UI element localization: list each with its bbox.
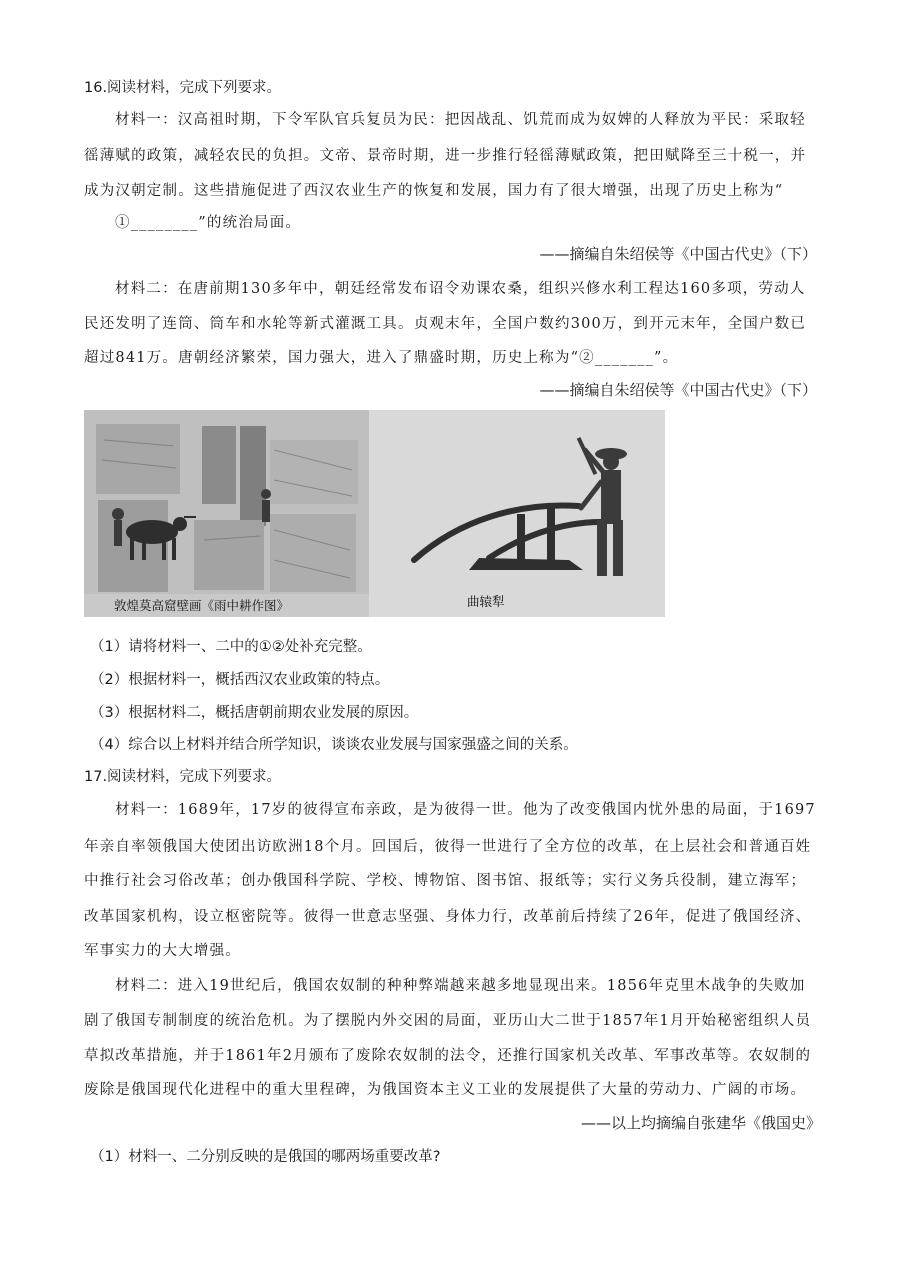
q16-material2-line: 民还发明了连筒、筒车和水轮等新式灌溉工具。贞观末年，全国户数约300万，到开元末年，全国户数已 bbox=[84, 316, 807, 332]
q16-question: （4）综合以上材料并结合所学知识，谈谈农业发展与国家强盛之间的关系。 bbox=[90, 737, 578, 753]
agriculture-figure bbox=[84, 410, 665, 617]
q16-material1-line: 徭薄赋的政策，减轻农民的负担。文帝、景帝时期，进一步推行轻徭薄赋政策，把田赋降至三十税一，并 bbox=[84, 148, 807, 164]
q17-material2-line: 废除是俄国现代化进程中的重大里程碑，为俄国资本主义工业的发展提供了大量的劳动力、广阔的市场。 bbox=[84, 1082, 807, 1098]
mural-image bbox=[84, 410, 369, 617]
q16-question: （2）根据材料一，概括西汉农业政策的特点。 bbox=[90, 672, 390, 688]
q17-question: （1）材料一、二分别反映的是俄国的哪两场重要改革? bbox=[90, 1149, 441, 1165]
q17-source: ——以上均摘编自张建华《俄国史》 bbox=[580, 1114, 821, 1132]
q16-material1-line: 材料一：汉高祖时期，下令军队官兵复员为民：把因战乱、饥荒而成为奴婢的人释放为平民：采取轻 bbox=[115, 112, 806, 128]
q16-material2-line: 超过841万。唐朝经济繁荣，国力强大，进入了鼎盛时期，历史上称为“②_______”。 bbox=[84, 350, 679, 366]
q17-material1-line: 材料一：1689年，17岁的彼得宣布亲政，是为彼得一世。他为了改变俄国内忧外患的局面，于1697 bbox=[115, 802, 816, 818]
q17-material2-line: 草拟改革措施，并于1861年2月颁布了废除农奴制的法令，还推行国家机关改革、军事改革等。农奴制的 bbox=[84, 1048, 812, 1064]
plough-caption: 曲辕犁 bbox=[467, 594, 505, 609]
q16-material2-line: 材料二：在唐前期130多年中，朝廷经常发布诏令劝课农桑，组织兴修水利工程达160多项，劳动人 bbox=[115, 281, 806, 297]
q17-material1-line: 中推行社会习俗改革；创办俄国科学院、学校、博物馆、图书馆、报纸等；实行义务兵役制，建立海军； bbox=[84, 873, 807, 889]
q17-material1-line: 年亲自率领俄国大使团出访欧洲18个月。回国后，彼得一世进行了全方位的改革，在上层社会和普通百姓 bbox=[84, 839, 812, 855]
q16-material1-source: ——摘编自朱绍侯等《中国古代史》（下） bbox=[539, 245, 817, 263]
q16-title: 16.阅读材料，完成下列要求。 bbox=[84, 80, 282, 96]
q16-question: （1）请将材料一、二中的①②处补充完整。 bbox=[90, 639, 372, 655]
plough-image bbox=[369, 410, 665, 617]
q16-question: （3）根据材料二，概括唐朝前期农业发展的原因。 bbox=[90, 705, 419, 721]
q16-material1-line: 成为汉朝定制。这些措施促进了西汉农业生产的恢复和发展，国力有了很大增强，出现了历史上称为“ bbox=[84, 183, 784, 199]
q16-material1-line: ①________”的统治局面。 bbox=[115, 215, 302, 231]
q17-material2-line: 剧了俄国专制制度的统治危机。为了摆脱内外交困的局面，亚历山大二世于1857年1月开始秘密组织人员 bbox=[84, 1013, 812, 1029]
q17-material2-line: 材料二：进入19世纪后，俄国农奴制的种种弊端越来越多地显现出来。1856年克里木战争的失败加 bbox=[115, 978, 806, 994]
mural-caption: 敦煌莫高窟壁画《雨中耕作图》 bbox=[114, 598, 290, 613]
q16-material2-source: ——摘编自朱绍侯等《中国古代史》（下） bbox=[539, 381, 817, 399]
q17-material1-line: 改革国家机构，设立枢密院等。彼得一世意志坚强、身体力行，改革前后持续了26年，促进了俄国经济、 bbox=[84, 909, 812, 925]
q17-material1-line: 军事实力的大大增强。 bbox=[84, 943, 241, 959]
q17-title: 17.阅读材料，完成下列要求。 bbox=[84, 769, 282, 785]
